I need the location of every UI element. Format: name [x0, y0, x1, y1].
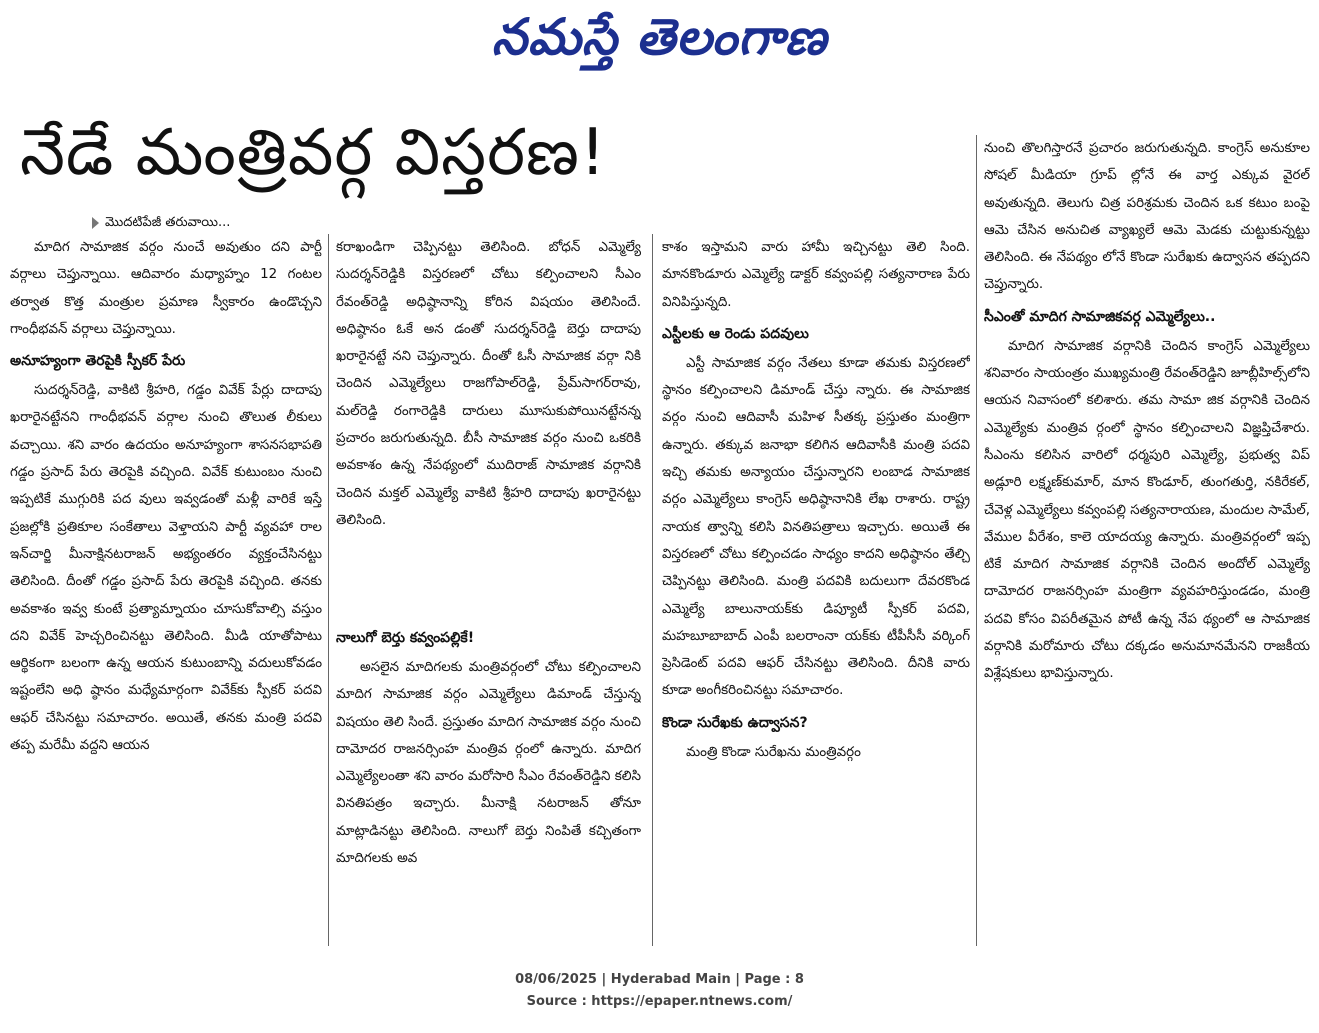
- paragraph: అసలైన మాదిగలకు మంత్రివర్గంలో చోటు కల్పించాలని మాదిగ సామాజిక వర్గం ఎమ్మెల్యేలు డిమాండ్ చేస్తున్న విషయం తెలి సిందే. ప్రస్తుతం మాదిగ సామాజిక వర్గం నుంచి దామోదర రాజనర్సింహ మంత్రివ ర్గంలో ఉన్నారు. మాదిగ ఎమ్మెల్యేలంతా శని వారం మరోసారి సీఎం రేవంత్‌రెడ్డిని కలిసి వినతిపత్రం ఇచ్చారు. మీనాక్షి నటరాజన్ తోనూ మాట్లాడినట్టు తెలిసింది. నాలుగో బెర్తు నింపితే కచ్చితంగా మాదిగలకు అవ: [336, 660, 641, 867]
- column-divider: [976, 135, 977, 946]
- article-column-1: [10, 234, 322, 949]
- headline: నేడే మంత్రివర్గ విస్తరణ!: [20, 116, 607, 190]
- subheading: నాలుగో బెర్తు కవ్వంపల్లికే!: [336, 630, 475, 646]
- paragraph: కాశం ఇస్తామని వారు హామీ ఇచ్చినట్టు తెలి సింది. మానకొండూరు ఎమ్మెల్యే డాక్టర్ కవ్వంపల్లి సత్యనారాణ పేరు వినిపిస్తున్నది.: [662, 240, 970, 310]
- paragraph: మంత్రి కొండా సురేఖను మంత్రివర్గం: [686, 744, 861, 760]
- paragraph: మాదిగ సామాజిక వర్గం నుంచే అవుతుం దని పార్టీ వర్గాలు చెప్తున్నాయి. ఆదివారం మధ్యాహ్నం 12 గంటల తర్వాత కొత్త మంత్రుల ప్రమాణ స్వీకారం ఉండొచ్చని గాంధీభవన్ వర్గాలు చెప్తున్నాయి.: [10, 240, 322, 337]
- masthead-logo: నమస్తే తెలంగాణ: [491, 7, 828, 66]
- paragraph: నుంచి తొలగిస్తారనే ప్రచారం జరుగుతున్నది. కాంగ్రెస్ అనుకూల సోషల్ మీడియా గ్రూప్ ల్లోనే ఈ వార్త ఎక్కువ వైరల్ అవుతున్నది. తెలుగు చిత్ర పరిశ్రమకు చెందిన ఒక కటుం బంపై ఆమె చేసిన అనుచిత వ్యాఖ్యలే ఆమె మెడకు చుట్టుకున్నట్టు తెలిసింది. ఈ నేపథ్యం లోనే కొండా సురేఖకు ఉద్వాసన తప్పదని చెప్తున్నారు.: [984, 141, 1310, 293]
- article-column-3: [662, 234, 970, 949]
- paragraph: కరాఖండిగా చెప్పినట్టు తెలిసింది. బోధన్ ఎమ్మెల్యే సుదర్శన్‌రెడ్డికి విస్తరణలో చోటు కల్పించాలని సీఎం రేవంత్‌రెడ్డి అధిష్ఠానాన్ని కోరిన విషయం తెలిసిందే. అధిష్ఠానం ఓకే అన డంతో సుదర్శన్‌రెడ్డి బెర్తు దాదాపు ఖరారైనట్టే నని చెప్తున్నారు. దీంతో ఓసీ సామాజిక వర్గా నికి చెందిన ఎమ్మెల్యేలు రాజగోపాల్‌రెడ్డి, ప్రేమ్‌సాగర్‌రావు, మల్‌రెడ్డి రంగారెడ్డికి దారులు మూసుకుపోయినట్టేనన్న ప్రచారం జరుగుతున్నది. బీసీ సామాజిక వర్గం నుంచి ఒకరికి అవకాశం ఉన్న నేపథ్యంలో ముదిరాజ్ సామాజిక వర్గానికి చెందిన మక్తల్ ఎమ్మెల్యే వాకిటి శ్రీహరి దాదాపు ఖరారైనట్టు తెలిసింది.: [336, 240, 641, 528]
- column-divider: [328, 234, 329, 946]
- article-column-2-bottom: [336, 626, 641, 948]
- subheading: సీఎంతో మాదిగ సామాజికవర్గ ఎమ్మెల్యేలు..: [984, 308, 1216, 325]
- subheading: అనూహ్యంగా తెరపైకి స్పీకర్ పేరు: [10, 353, 186, 370]
- paragraph: ఎస్టీ సామాజిక వర్గం నేతలు కూడా తమకు విస్తరణలో స్థానం కల్పించాలని డిమాండ్ చేస్తు న్నారు. ఈ సామాజిక వర్గం నుంచి ఆదివాసీ మహిళ సీతక్క ప్రస్తుతం మంత్రిగా ఉన్నారు. తక్కువ జనాభా కలిగిన ఆదివాసీకి మంత్రి పదవి ఇచ్చి తమకు అన్యాయం చేస్తున్నారని లంబాడ సామాజిక వర్గం ఎమ్మెల్యేలు కాంగ్రెస్ అధిష్ఠానానికి లేఖ రాశారు. రాష్ట్ర నాయక త్వాన్ని కలిసి వినతిపత్రాలు ఇచ్చారు. అయితే ఈ విస్తరణలో చోటు కల్పించడం సాధ్యం కాదని అధిష్ఠానం తేల్చి చెప్పినట్టు తెలిసింది. మంత్రి పదవికి బదులుగా దేవరకొండ ఎమ్మెల్యే బాలునాయక్‌కు డిప్యూటీ స్పీకర్ పదవి, మహబూబాబాద్ ఎంపీ బలరాంనా యక్‌కు టీపీసీసీ వర్కింగ్ ప్రెసిడెంట్ పదవి ఆఫర్ చేసినట్టు తెలిసింది. దీనికి వారు కూడా అంగీకరించినట్టు సమాచారం.: [662, 355, 970, 699]
- subheading: కొండా సురేఖకు ఉద్వాసన?: [662, 714, 808, 731]
- subheading: ఎస్టీలకు ఆ రెండు పదవులు: [662, 325, 809, 342]
- footer-source: Source : https://epaper.ntnews.com/: [526, 994, 793, 1009]
- paragraph: మాదిగ సామాజిక వర్గానికి చెందిన కాంగ్రెస్ ఎమ్మెల్యేలు శనివారం సాయంత్రం ముఖ్యమంత్రి రేవంత్‌రెడ్డిని జూబ్లీహిల్స్‌లోని ఆయన నివాసంలో కలిశారు. తమ సామా జిక వర్గానికి చెందిన ఎమ్మెల్యేకు మంత్రివ ర్గంలో స్థానం కల్పించాలని విజ్ఞప్తిచేశారు. సీఎంను కలిసిన వారిలో ధర్మపురి ఎమ్మెల్యే, ప్రభుత్వ విప్ అడ్లూరి లక్ష్మణ్‌కుమార్, మాన కొండూర్, తుంగతుర్తి, నకిరేకల్, చేవెళ్ల ఎమ్మెల్యేలు కవ్వంపల్లి సత్యనారాయణ, మందుల సామేల్, వేముల వీరేశం, కాలె యాదయ్య ఉన్నారు. మంత్రివర్గంలో ఇప్ప టికే మాదిగ సామాజిక వర్గానికి చెందిన అందోల్ ఎమ్మెల్యే దామోదర రాజనర్సింహ మంత్రిగా వ్యవహరిస్తుండడం, మంత్రి పదవి కోసం విపరీతమైన పోటీ ఉన్న నేప థ్యంలో ఆ సామాజిక వర్గానికి మరోమారు చోటు దక్కడం అనుమానమేనని రాజకీయ విశ్లేషకులు భావిస్తున్నారు.: [984, 338, 1310, 682]
- continued-from-text: మొదటిపేజీ తరువాయి...: [105, 215, 231, 230]
- continued-from-label: [92, 215, 230, 233]
- article-column-2: [336, 234, 641, 614]
- footer-date-edition: 08/06/2025 | Hyderabad Main | Page : 8: [515, 972, 804, 987]
- chevron-right-icon: [92, 217, 99, 229]
- column-divider: [652, 234, 653, 946]
- paragraph: సుదర్శన్‌రెడ్డి, వాకిటి శ్రీహరి, గడ్డం వివేక్ పేర్లు దాదాపు ఖరారైనట్టేనని గాంధీభవన్ వర్గాల నుంచి తొలుత లీకులు వచ్చాయి. శని వారం ఉదయం అనూహ్యంగా శాసనసభాపతి గడ్డం ప్రసాద్ పేరు తెరపైకి వచ్చింది. వివేక్ కుటుంబం నుంచి ఇప్పటికే ముగ్గురికి పద వులు ఇవ్వడంతో మళ్లీ వారికే ఇస్తే ప్రజల్లోకి ప్రతికూల సంకేతాలు వెళ్తాయని పార్టీ వ్యవహా రాల ఇన్‌చార్జి మీనాక్షినటరాజన్ అభ్యంతరం వ్యక్తంచేసినట్టు తెలిసింది. దీంతో గడ్డం ప్రసాద్ పేరు తెరపైకి వచ్చింది. తనకు అవకాశం ఇవ్వ కుంటే ప్రత్యామ్నాయం చూసుకోవాల్సి వస్తుం దని వివేక్ హెచ్చరించినట్టు తెలిసింది. మీడి యాతోపాటు ఆర్థికంగా బలంగా ఉన్న ఆయన కుటుంబాన్ని వదులుకోవడం ఇష్టంలేని అధి ష్ఠానం మధ్యేమార్గంగా వివేక్‌కు స్పీకర్ పదవి ఆఫర్ చేసినట్టు సమాచారం. అయితే, తనకు మంత్రి పదవి తప్ప మరేమీ వద్దని ఆయన: [10, 383, 322, 754]
- article-column-4: [984, 135, 1310, 947]
